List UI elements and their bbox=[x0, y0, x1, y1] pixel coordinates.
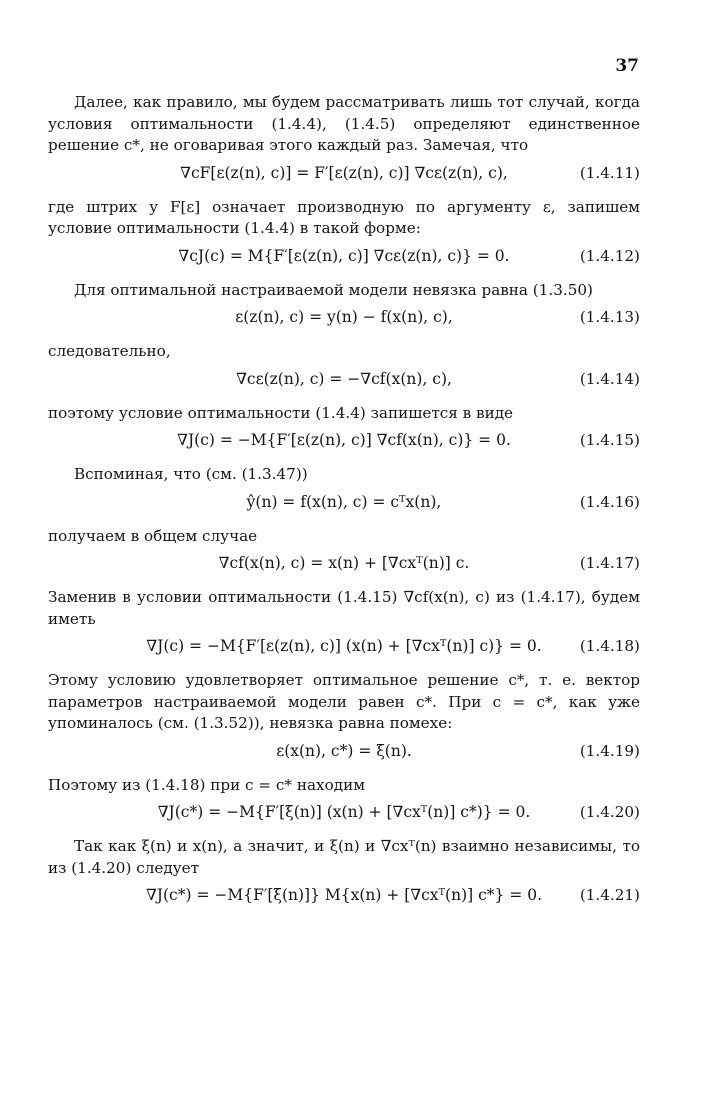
equation-body: ∇J(c) = −M{F′[ε(z(n), c)] (x(n) + [∇cxᵀ(n)] c)} = 0. bbox=[146, 637, 542, 655]
paragraph: поэтому условие оптимальности (1.4.4) запишется в виде bbox=[48, 403, 514, 422]
equation-number: (1.4.18) bbox=[579, 637, 640, 655]
paragraph: получаем в общем случае bbox=[48, 526, 258, 545]
equation-1-4-13 bbox=[48, 307, 640, 331]
equation-body: ∇J(c*) = −M{F′[ξ(n)]} M{x(n) + [∇cxᵀ(n)] c*} = 0. bbox=[145, 886, 543, 904]
equation-number: (1.4.11) bbox=[579, 163, 640, 182]
equation-body: ∇J(c*) = −M{F′[ξ(n)] (x(n) + [∇cxᵀ(n)] c*)} = 0. bbox=[157, 803, 531, 821]
paragraph: Так как ξ(n) и x(n), а значит, и ξ(n) и ∇cxᵀ(n) взаимно независимы, то из (1.4.20) следует bbox=[48, 837, 640, 877]
equation-number: (1.4.15) bbox=[579, 431, 640, 449]
equation-1-4-21 bbox=[48, 885, 640, 909]
equation-number: (1.4.17) bbox=[579, 554, 640, 572]
equation-1-4-20 bbox=[48, 802, 640, 826]
equation-body: ε(x(n), c*) = ξ(n). bbox=[276, 741, 412, 760]
equation-body: ε(z(n), c) = y(n) − f(x(n), c), bbox=[235, 308, 453, 326]
equation-1-4-15 bbox=[48, 430, 640, 454]
equation-1-4-16 bbox=[48, 492, 640, 516]
equation-number: (1.4.12) bbox=[579, 246, 640, 265]
paragraph: Для оптимальной настраиваемой модели невязка равна (1.3.50) bbox=[74, 280, 593, 299]
paragraph: Вспоминая, что (см. (1.3.47)) bbox=[74, 465, 308, 483]
paragraph: Этому условию удовлетворяет оптимальное решение c*, т. е. вектор параметров настраиваемой модели равен c*. При c = c*, как уже упоминалось (см. (1.3.52)), невязка равна помехе: bbox=[48, 671, 640, 732]
equation-1-4-17 bbox=[48, 553, 640, 577]
equation-number: (1.4.16) bbox=[579, 492, 640, 511]
equation-body: ∇cf(x(n), c) = x(n) + [∇cxᵀ(n)] c. bbox=[218, 554, 470, 572]
paragraph: следовательно, bbox=[48, 342, 171, 360]
page-body bbox=[48, 92, 640, 919]
equation-number: (1.4.14) bbox=[579, 369, 640, 388]
page-number: 37 bbox=[615, 56, 639, 76]
paragraph: где штрих у F[ε] означает производную по аргументу ε, запишем условие оптимальности (1.4.4) в такой форме: bbox=[48, 197, 640, 237]
equation-number: (1.4.19) bbox=[579, 741, 640, 760]
paragraph: Заменив в условии оптимальности (1.4.15) ∇cf(x(n), c) из (1.4.17), будем иметь bbox=[48, 588, 640, 628]
equation-1-4-14 bbox=[48, 369, 640, 393]
paragraph: Далее, как правило, мы будем рассматривать лишь тот случай, когда условия оптимальности (1.4.4), (1.4.5) определяют единственное решение c*, не оговаривая этого каждый раз. Замечая, что bbox=[48, 93, 640, 154]
equation-number: (1.4.13) bbox=[579, 308, 640, 326]
equation-body: ∇cF[ε(z(n), c)] = F′[ε(z(n), c)] ∇cε(z(n), c), bbox=[180, 163, 508, 182]
equation-body: ∇cε(z(n), c) = −∇cf(x(n), c), bbox=[236, 369, 452, 388]
equation-1-4-18 bbox=[48, 636, 640, 660]
equation-1-4-12 bbox=[48, 246, 640, 270]
equation-body: ∇J(c) = −M{F′[ε(z(n), c)] ∇cf(x(n), c)} = 0. bbox=[177, 431, 511, 449]
equation-number: (1.4.20) bbox=[579, 803, 640, 821]
equation-body: ∇cJ(c) = M{F′[ε(z(n), c)] ∇cε(z(n), c)} = 0. bbox=[178, 246, 510, 265]
equation-1-4-11 bbox=[48, 163, 640, 187]
equation-body: ŷ(n) = f(x(n), c) = cᵀx(n), bbox=[246, 492, 442, 511]
equation-1-4-19 bbox=[48, 741, 640, 765]
paragraph: Поэтому из (1.4.18) при c = c* находим bbox=[48, 775, 366, 794]
equation-number: (1.4.21) bbox=[579, 886, 640, 904]
